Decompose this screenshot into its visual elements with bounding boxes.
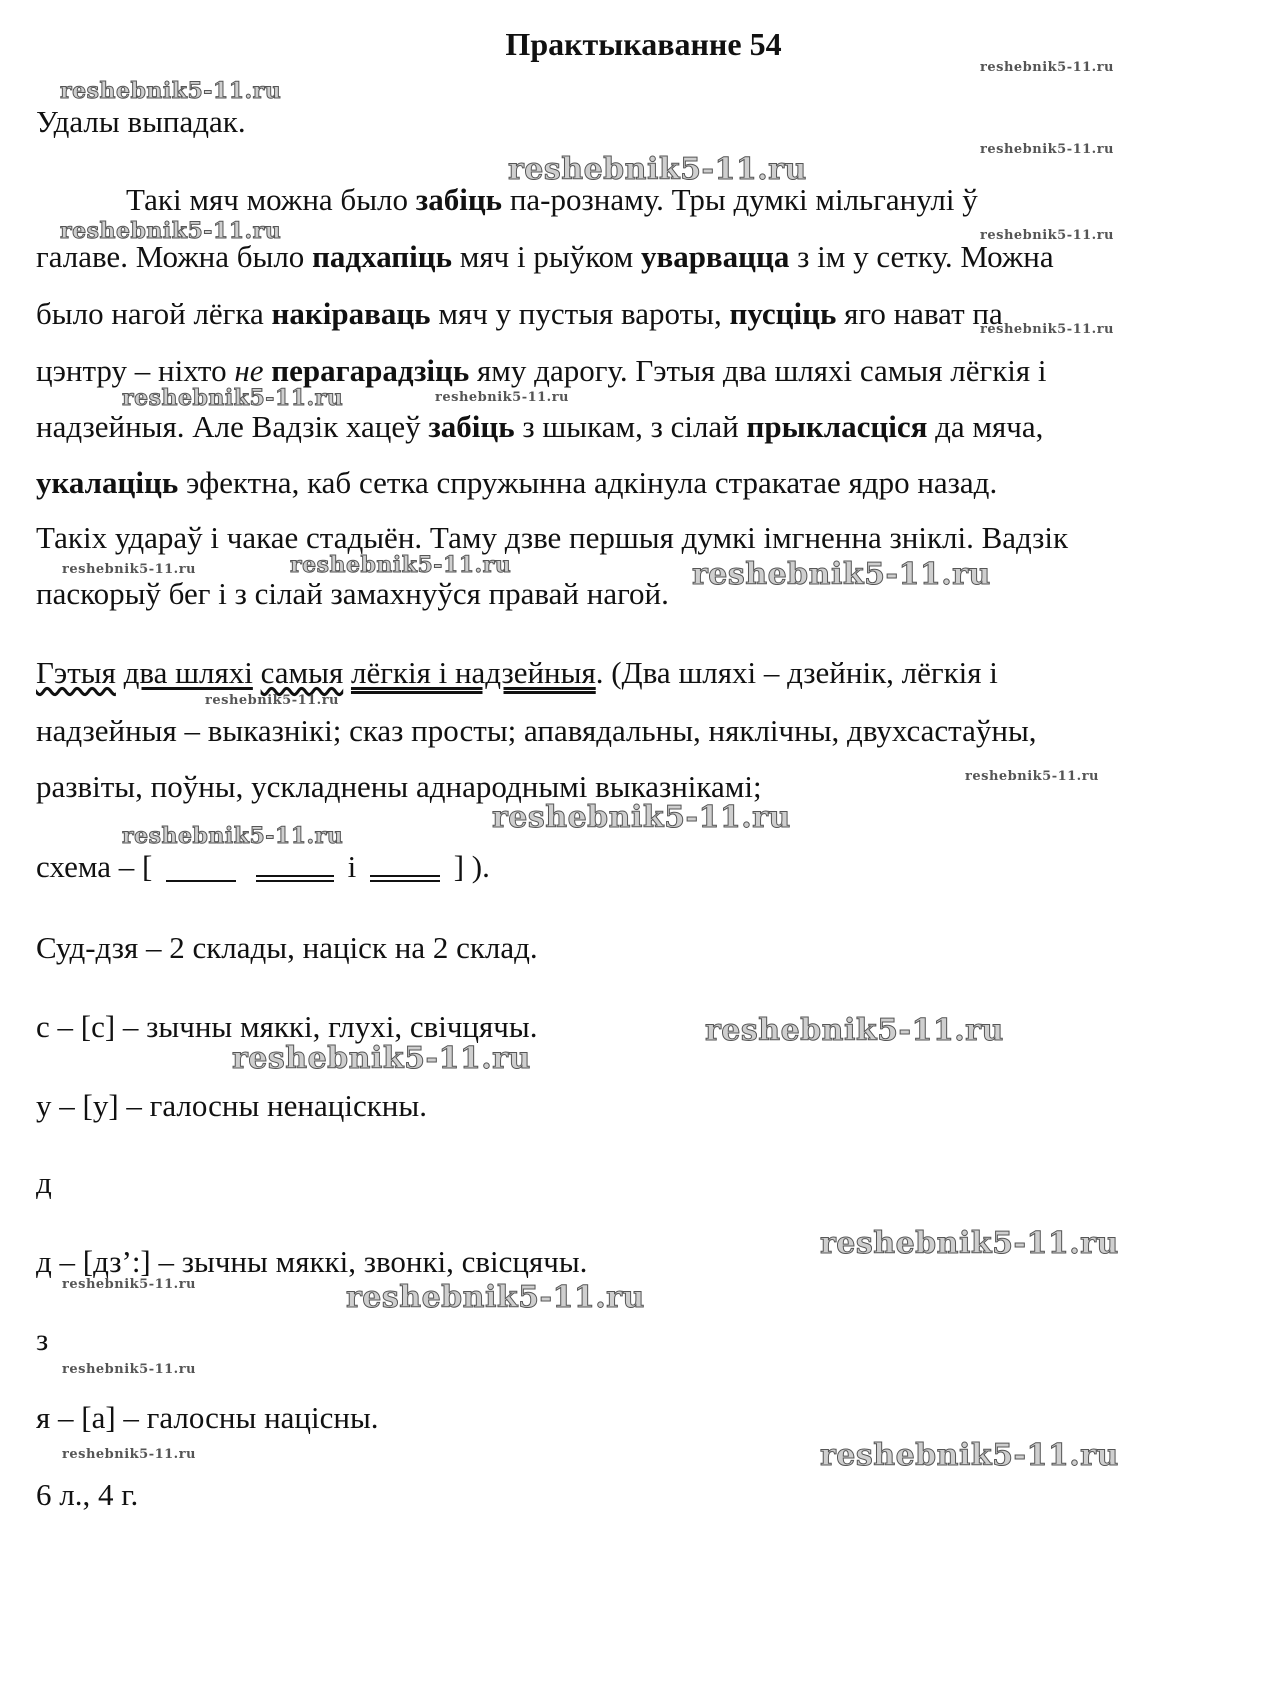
watermark: reshebnik5-11.ru (435, 390, 570, 405)
phonetic-syllables: Суд-дзя – 2 склады, націск на 2 склад. (36, 930, 538, 965)
watermark: reshebnik5-11.ru (820, 1438, 1119, 1473)
page-title: Практыкаванне 54 (505, 26, 782, 62)
watermark: reshebnik5-11.ru (290, 552, 512, 578)
verb-nakiravats: накіраваць (271, 296, 431, 331)
verb-padkhapits: падхапіць (312, 239, 453, 274)
scheme-predicate-line-1 (256, 880, 334, 882)
analysis-line-3: развіты, поўны, ускладнены аднароднымі выказнікамі; (36, 769, 762, 804)
analysis-line-2: надзейныя – выказнікі; сказ просты; апавядальны, няклічны, двухсастаўны, (36, 713, 1037, 748)
verb-uvarvatstsa: уварвацца (640, 239, 790, 274)
watermark: reshebnik5-11.ru (62, 562, 197, 577)
phonetic-row-6: я – [а] – галосны націсны. (36, 1400, 379, 1435)
scheme-predicate-line-2 (370, 880, 440, 882)
watermark: reshebnik5-11.ru (980, 322, 1115, 337)
verb-ukalatsits: укалаціць (36, 465, 179, 500)
watermark: reshebnik5-11.ru (62, 1447, 197, 1462)
verb-peragarodzits: перагарадзіць (271, 353, 470, 388)
phonetic-row-5: з (36, 1322, 49, 1357)
watermark: reshebnik5-11.ru (60, 218, 282, 244)
phonetic-row-4: д – [дз’:] – зычны мяккі, звонкі, свісцячы. (36, 1244, 588, 1279)
verb-zabits-2: забіць (428, 409, 515, 444)
watermark: reshebnik5-11.ru (60, 78, 282, 104)
watermark: reshebnik5-11.ru (346, 1280, 645, 1315)
text-line-8: паскорыў бег і з сілай замахнуўся правай нагой. (36, 576, 669, 611)
watermark: reshebnik5-11.ru (980, 228, 1115, 243)
watermark: reshebnik5-11.ru (508, 152, 807, 187)
phonetic-row-3: д (36, 1165, 52, 1200)
scheme-line: схема – [ і ] ). (36, 849, 490, 884)
text-line-5: надзейныя. Але Вадзік хацеў забіць з шыкам, з сілай прыкласціся да мяча, (36, 409, 1044, 444)
scheme-subject-line (166, 880, 236, 882)
watermark: reshebnik5-11.ru (980, 142, 1115, 157)
watermark: reshebnik5-11.ru (692, 557, 991, 592)
verb-pustsits: пусціць (729, 296, 837, 331)
watermark: reshebnik5-11.ru (122, 823, 344, 849)
watermark: reshebnik5-11.ru (820, 1226, 1119, 1261)
sentence-word-getyia: Гэтыя (36, 655, 116, 690)
watermark: reshebnik5-11.ru (205, 693, 340, 708)
text-line-6: укалаціць эфектна, каб сетка спружынна адкінула стракатае ядро назад. (36, 465, 998, 500)
text-line-2: галаве. Можна было падхапіць мяч і рыўком уварвацца з ім у сетку. Можна (36, 239, 1054, 274)
sentence-word-samyia: самыя (260, 655, 344, 690)
text-line-1: Такі мяч можна было забіць па-рознаму. Тры думкі мільганулі ў (126, 182, 978, 217)
phonetic-summary: 6 л., 4 г. (36, 1477, 139, 1512)
verb-pryklastsistsa: прыкласціся (746, 409, 928, 444)
verb-zabits-1: забіць (415, 182, 503, 217)
text-subtitle: Удалы выпадак. (36, 104, 246, 139)
watermark: reshebnik5-11.ru (980, 60, 1115, 75)
watermark: reshebnik5-11.ru (965, 769, 1100, 784)
analysis-note: (Два шляхі – дзейнік, лёгкія і (603, 655, 998, 690)
watermark: reshebnik5-11.ru (492, 800, 791, 835)
text-line-4: цэнтру – ніхто не перагарадзіць яму дарогу. Гэтыя два шляхі самыя лёгкія і (36, 353, 1047, 388)
watermark: reshebnik5-11.ru (122, 385, 344, 411)
watermark: reshebnik5-11.ru (232, 1041, 531, 1076)
text-line-3: было нагой лёгка накіраваць мяч у пустыя вароты, пусціць яго нават па (36, 296, 1003, 331)
watermark: reshebnik5-11.ru (62, 1277, 197, 1292)
phonetic-row-2: у – [у] – галосны ненаціскны. (36, 1088, 427, 1123)
watermark: reshebnik5-11.ru (62, 1362, 197, 1377)
sentence-subject: два шляхі (123, 655, 253, 690)
sentence-predicates: лёгкія і надзейныя (350, 655, 596, 690)
watermark: reshebnik5-11.ru (705, 1013, 1004, 1048)
text-line-7: Такіх удараў і чакае стадыён. Таму дзве першыя думкі імгненна зніклі. Вадзік (36, 520, 1069, 555)
analysis-line-1: Гэтыя два шляхі самыя лёгкія і надзейныя. (Два шляхі – дзейнік, лёгкія і (36, 655, 998, 690)
phonetic-row-1: с – [с] – зычны мяккі, глухі, свічцячы. (36, 1009, 538, 1044)
particle-ne: не (234, 353, 264, 388)
